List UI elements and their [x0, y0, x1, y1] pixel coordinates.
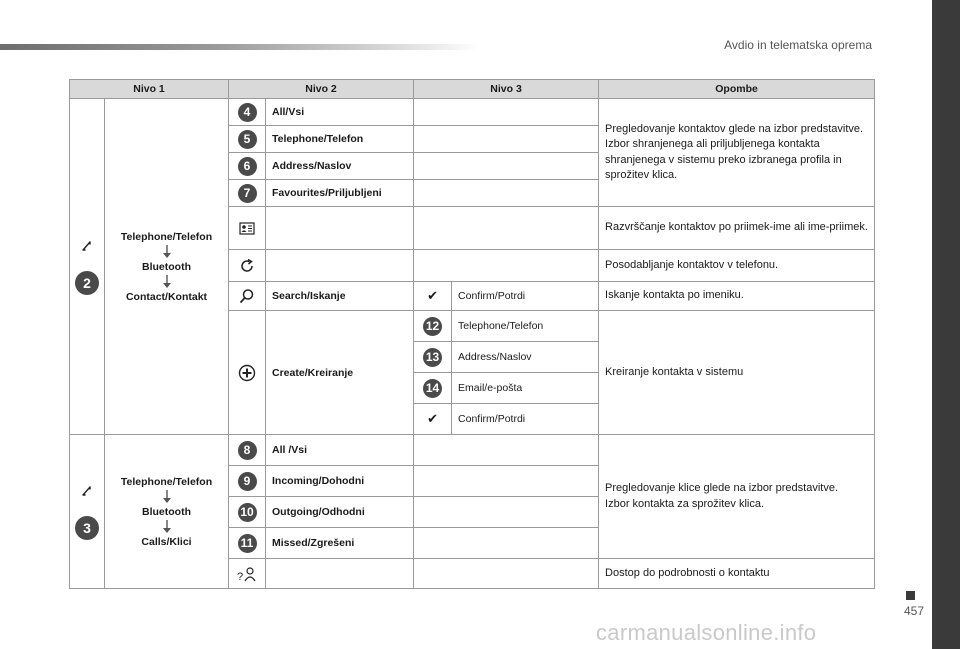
phone-icon [80, 484, 94, 498]
step-badge: 12 [423, 317, 442, 336]
step-badge: 3 [75, 516, 99, 540]
arrow-down-icon [161, 245, 173, 259]
page-marker [906, 591, 915, 600]
col-header-opombe: Opombe [599, 80, 875, 99]
col-header-nivo1: Nivo 1 [70, 80, 229, 99]
search-icon [239, 288, 255, 304]
page-number: 457 [904, 604, 925, 618]
level3-item: Email/e-pošta [452, 373, 599, 404]
arrow-down-icon [161, 490, 173, 504]
level2-item: Incoming/Dohodni [266, 466, 414, 497]
step-badge: 9 [238, 472, 257, 491]
step-badge: 7 [238, 184, 257, 203]
level3-item: Confirm/Potrdi [452, 282, 599, 311]
level2-item: Favourites/Priljubljeni [266, 180, 414, 207]
step-badge: 5 [238, 130, 257, 149]
header-decor-bar [0, 44, 480, 50]
arrow-down-icon [161, 275, 173, 289]
level3-item: Address/Naslov [452, 342, 599, 373]
flow-step: Calls/Klici [141, 535, 192, 548]
plus-circle-icon [238, 364, 256, 382]
col-header-nivo2: Nivo 2 [229, 80, 414, 99]
flow-step: Bluetooth [142, 505, 191, 518]
flow-step: Telephone/Telefon [120, 230, 213, 243]
step-badge: 8 [238, 441, 257, 460]
step-badge: 2 [75, 271, 99, 295]
group1-level1-icons [70, 99, 105, 435]
note: Iskanje kontakta po imeniku. [599, 282, 875, 311]
level2-item: Missed/Zgrešeni [266, 528, 414, 559]
group2-level1-icons [70, 435, 105, 589]
refresh-icon [239, 258, 255, 274]
side-band [932, 0, 960, 649]
level2-item: Address/Naslov [266, 153, 414, 180]
step-badge: 6 [238, 157, 257, 176]
level2-item: All/Vsi [266, 99, 414, 126]
section-title: Avdio in telematska oprema [724, 38, 872, 52]
note: Razvrščanje kontaktov po priimek-ime ali ime-priimek. [599, 207, 875, 250]
flow-step: Bluetooth [142, 260, 191, 273]
group2-flow [105, 435, 229, 589]
note: Kreiranje kontakta v sistemu [599, 311, 875, 435]
step-badge: 4 [238, 103, 257, 122]
level2-item: Telephone/Telefon [266, 126, 414, 153]
step-badge: 10 [238, 503, 257, 522]
note: Dostop do podrobnosti o kontaktu [599, 559, 875, 589]
col-header-nivo3: Nivo 3 [414, 80, 599, 99]
level3-item: Telephone/Telefon [452, 311, 599, 342]
flow-step: Telephone/Telefon [120, 475, 213, 488]
svg-text:?: ? [237, 570, 244, 582]
level2-item: Create/Kreiranje [266, 311, 414, 435]
check-icon: ✔ [427, 288, 438, 303]
contact-details-icon [236, 566, 258, 582]
level2-item: Outgoing/Odhodni [266, 497, 414, 528]
arrow-down-icon [161, 520, 173, 534]
menu-table [69, 79, 875, 589]
step-badge: 14 [423, 379, 442, 398]
note: Pregledovanje kontaktov glede na izbor predstavitve. Izbor shranjenega ali priljubljenega kontakta shranjenega v sistemu preko izbranega profila in sprožitev klica. [599, 99, 875, 207]
contact-card-icon [239, 222, 255, 235]
level2-item: All /Vsi [266, 435, 414, 466]
level3-item: Confirm/Potrdi [452, 404, 599, 435]
flow-step: Contact/Kontakt [125, 290, 208, 303]
note: Posodabljanje kontaktov v telefonu. [599, 250, 875, 282]
phone-icon [80, 239, 94, 253]
step-badge: 13 [423, 348, 442, 367]
check-icon: ✔ [427, 411, 438, 426]
note: Pregledovanje klice glede na izbor predstavitve. Izbor kontakta za sprožitev klica. [599, 435, 875, 559]
group1-flow [105, 99, 229, 435]
step-badge: 11 [238, 534, 257, 553]
watermark-text: carmanualsonline.info [596, 620, 817, 645]
level2-item: Search/Iskanje [266, 282, 414, 311]
